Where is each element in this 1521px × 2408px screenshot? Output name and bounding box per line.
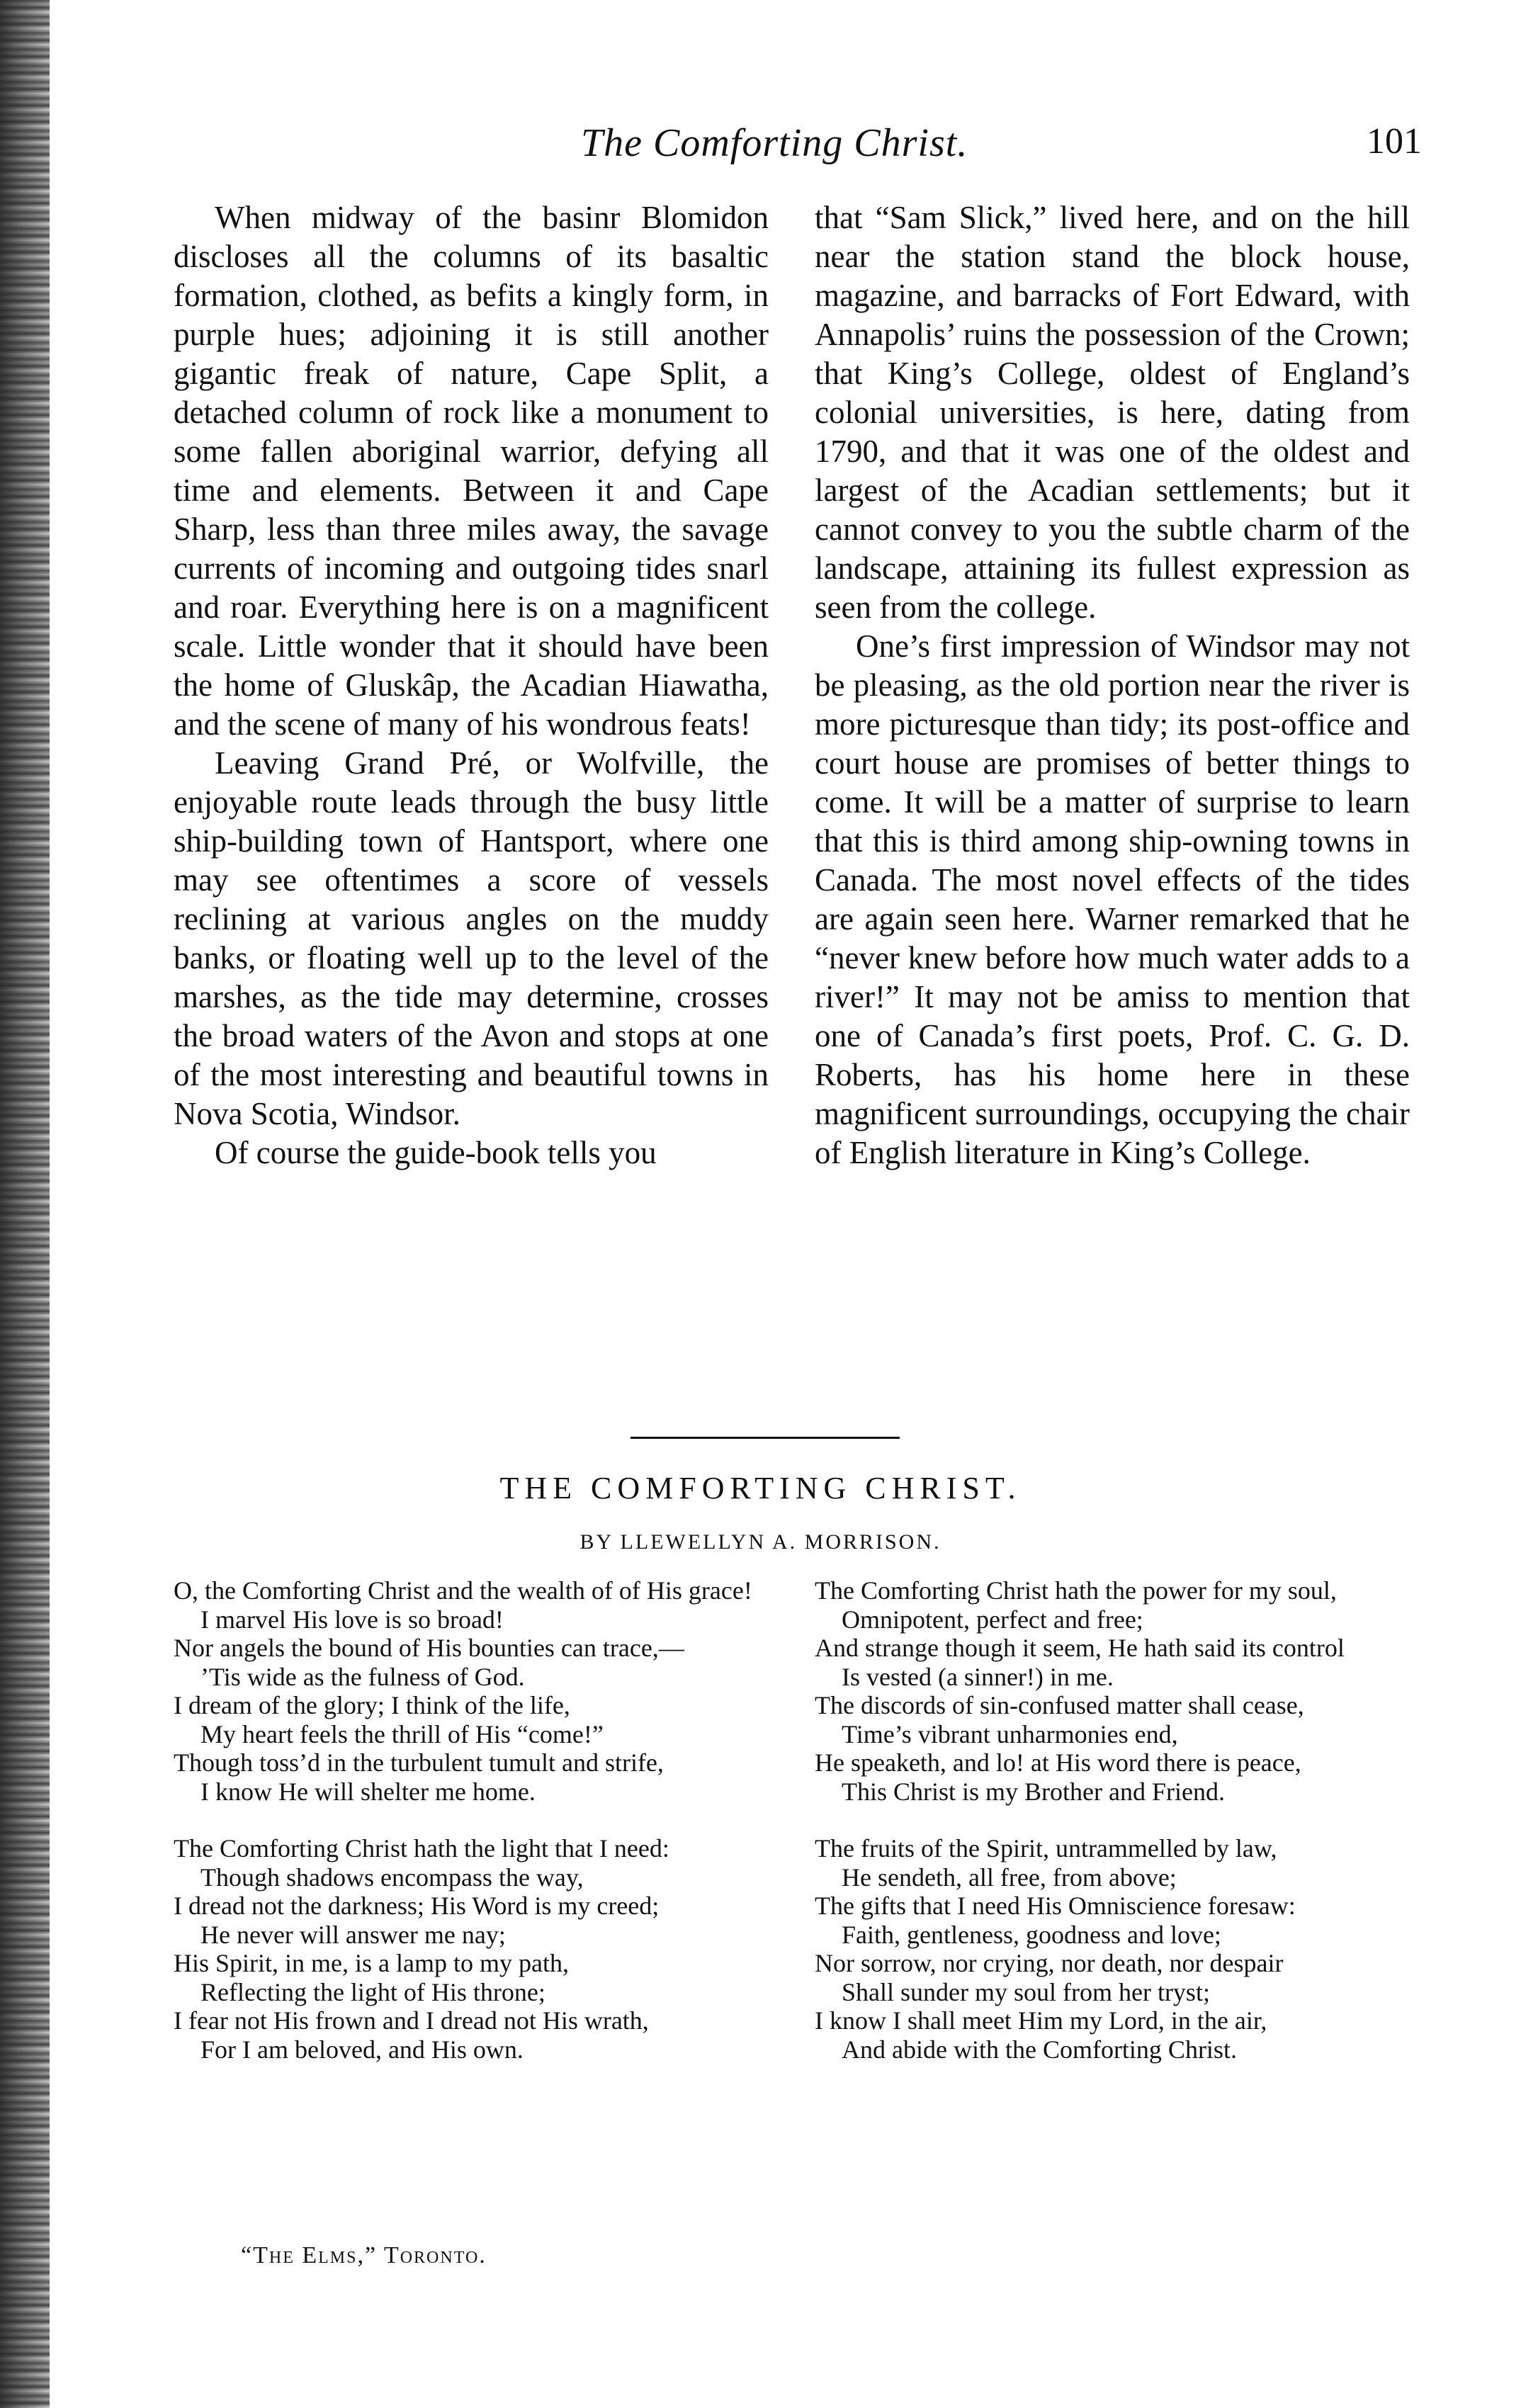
poem-column-left: [174, 1576, 769, 2092]
poem-line: Though shadows encompass the way,: [200, 1862, 584, 1892]
poem-line: Nor angels the bound of His bounties can trace,—: [174, 1634, 684, 1662]
poem-line: Omnipotent, perfect and free;: [842, 1605, 1143, 1634]
page-number: 101: [1367, 121, 1422, 162]
poem-line: Reflecting the light of His throne;: [200, 1977, 545, 2006]
poem-stanza: [174, 1834, 769, 2064]
poem-line: The gifts that I need His Omniscience foresaw:: [815, 1892, 1296, 1920]
poem-line: ’Tis wide as the fulness of God.: [200, 1662, 525, 1691]
article-column-right: [815, 198, 1410, 1172]
poem-line: Though toss’d in the turbulent tumult and strife,: [174, 1748, 664, 1777]
poem-line: This Christ is my Brother and Friend.: [842, 1777, 1225, 1806]
poem-line: Nor sorrow, nor crying, nor death, nor despair: [815, 1949, 1284, 1977]
running-title: The Comforting Christ.: [581, 121, 968, 165]
poem-line: My heart feels the thrill of His “come!”: [200, 1719, 604, 1748]
poem-line: Is vested (a sinner!) in me.: [842, 1662, 1114, 1691]
paragraph: Of course the guide-book tells you: [215, 1135, 657, 1170]
poem-line: And abide with the Comforting Christ.: [842, 2035, 1237, 2064]
poem-stanza: [174, 1576, 769, 1806]
article-column-left: [174, 198, 769, 1172]
poem-stanza: [815, 1576, 1410, 1806]
poem-title: THE COMFORTING CHRIST.: [499, 1471, 1022, 1505]
poem-line: The fruits of the Spirit, untrammelled by law,: [815, 1834, 1277, 1862]
poem-line: Shall sunder my soul from her tryst;: [842, 1977, 1210, 2006]
paragraph: One’s first impression of Windsor may not be pleasing, as the old portion near the river is more picturesque than tidy; its post-office and court house are promises of better things to come. It will be a matter of surprise to learn that this is third among ship-owning towns in Canada. The most novel effects of the tides are again seen here. Warner remarked that he “never knew before how much water adds to a river!” It may not be amiss to mention that one of Canada’s first poets, Prof. C. G. D. Roberts, has his home here in these magnificent surroundings, occupying the chair of English literature in King’s College.: [815, 628, 1410, 1170]
poem-line: Time’s vibrant unharmonies end,: [842, 1719, 1178, 1748]
section-divider: [631, 1437, 900, 1439]
poem-line: He speaketh, and lo! at His word there is peace,: [815, 1748, 1301, 1777]
poem-column-right: [815, 1576, 1410, 2092]
paragraph: Leaving Grand Pré, or Wolfville, the enjoyable route leads through the busy little ship-building town of Hantsport, where one may see oftentimes a score of vessels reclining at various angles on the muddy banks, or floating well up to the level of the marshes, as the tide may determine, crosses the broad waters of the Avon and stops at one of the most interesting and beautiful towns in Nova Scotia, Windsor.: [174, 745, 769, 1131]
poem-byline: BY LLEWELLYN A. MORRISON.: [579, 1530, 942, 1554]
poem-line: For I am beloved, and His own.: [200, 2035, 524, 2064]
poem-stanza: [815, 1834, 1410, 2064]
poem-signature: “The Elms,” Toronto.: [241, 2242, 487, 2268]
poem-line: His Spirit, in me, is a lamp to my path,: [174, 1949, 569, 1977]
poem-line: I dream of the glory; I think of the life,: [174, 1691, 570, 1719]
poem-line: He never will answer me nay;: [200, 1920, 506, 1949]
poem-line: I fear not His frown and I dread not His wrath,: [174, 2006, 649, 2035]
paragraph: When midway of the basinr Blomidon discloses all the columns of its basaltic formation, clothed, as befits a kingly form, in purple hues; adjoining it is still another gigantic freak of nature, Cape Split, a detached column of rock like a monument to some fallen aboriginal warrior, defying all time and elements. Between it and Cape Sharp, less than three miles away, the savage currents of incoming and outgoing tides snarl and roar. Everything here is on a magnificent scale. Little wonder that it should have been the home of Gluskâp, the Acadian Hiawatha, and the scene of many of his wondrous feats!: [174, 200, 769, 742]
poem-line: Faith, gentleness, goodness and love;: [842, 1920, 1221, 1949]
paragraph: that “Sam Slick,” lived here, and on the hill near the station stand the block house, magazine, and barracks of Fort Edward, with Annapolis’ ruins the possession of the Crown; that King’s College, oldest of England’s colonial universities, is here, dating from 1790, and that it was one of the oldest and largest of the Acadian settlements; but it cannot convey to you the subtle charm of the landscape, attaining its fullest expression as seen from the college.: [815, 200, 1410, 625]
poem-line: And strange though it seem, He hath said its control: [815, 1634, 1345, 1662]
book-spine-edge: [0, 0, 50, 2408]
poem-line: The Comforting Christ hath the light that I need:: [174, 1834, 669, 1862]
poem-line: He sendeth, all free, from above;: [842, 1862, 1177, 1892]
poem-line: I marvel His love is so broad!: [200, 1605, 504, 1634]
poem-line: The discords of sin-confused matter shall cease,: [815, 1691, 1304, 1719]
poem-line: I know He will shelter me home.: [200, 1777, 536, 1806]
poem-line: The Comforting Christ hath the power for my soul,: [815, 1576, 1337, 1605]
poem-line: I know I shall meet Him my Lord, in the air,: [815, 2006, 1267, 2035]
poem-line: O, the Comforting Christ and the wealth of of His grace!: [174, 1576, 752, 1605]
poem-line: I dread not the darkness; His Word is my creed;: [174, 1892, 660, 1920]
